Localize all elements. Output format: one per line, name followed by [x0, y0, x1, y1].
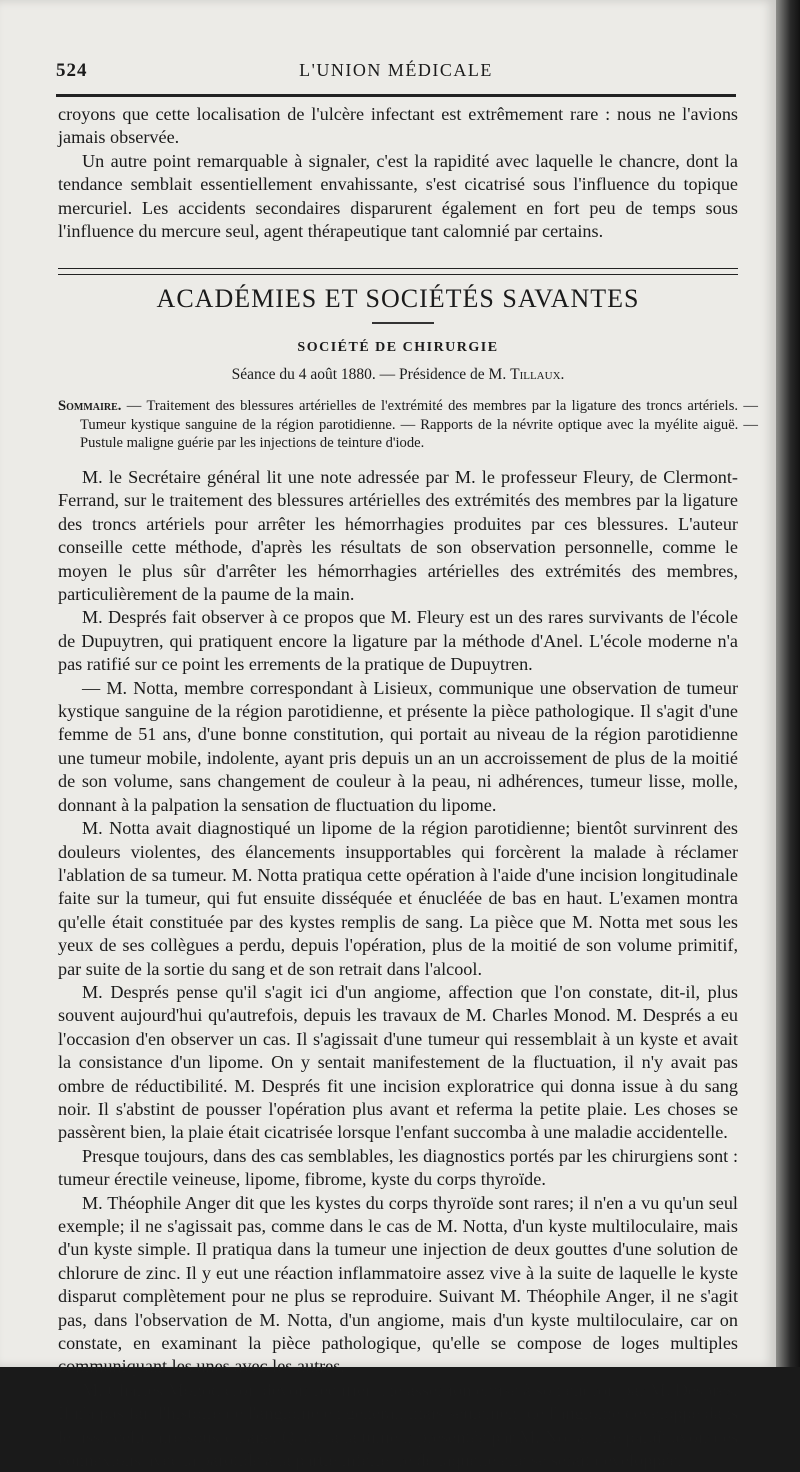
header-rule	[56, 94, 736, 97]
society-heading: SOCIÉTÉ DE CHIRURGIE	[297, 340, 499, 355]
intro-paragraph-2: Un autre point remarquable à signaler, c'est la rapidité avec laquelle le chancre, dont la tendance semblait essentiellement envahissante, s'est cicatrisé sous l'influence du topique mercuriel. Les accidents secondaires disparurent également en fort peu de temps sous l'influence du mercure seul, agent thérapeutique tant calomnié par certains.	[58, 150, 738, 242]
summary-paragraph	[58, 397, 758, 453]
summary-label: Sommaire.	[58, 398, 122, 414]
seance-prefix: Séance du 4 août 1880. — Présidence de M.	[231, 366, 511, 383]
body-paragraph: M. Notta avait diagnostiqué un lipome de la région parotidienne; bientôt survinrent des douleurs violentes, des élancements insupportables qui forcèrent la malade à réclamer l'ablation de sa tumeur. M. Notta pratiqua cette opération à l'aide d'une incision longitudinale faite sur la tumeur, qui fut ensuite disséquée et énucléée de bas en haut. L'examen montra qu'elle était constituée par des kystes remplis de sang. La pièce que M. Notta met sous les yeux de ses collègues a perdu, depuis l'opération, plus de la moitié de son volume primitif, par suite de la sortie du sang et de son retrait dans l'alcool.	[58, 818, 738, 979]
intro-text	[58, 103, 738, 243]
body-paragraph: M. Després fait observer à ce propos que M. Fleury est un des rares survivants de l'école de Dupuytren, qui pratiquent encore la ligature par la méthode d'Anel. L'école moderne n'a pas ratifié sur ce point les errements de la pratique de Dupuytren.	[58, 607, 738, 675]
seance-president: Tillaux	[510, 366, 561, 383]
section-divider	[58, 268, 738, 275]
body-paragraph: M. Charles Monod croit devoir rectifier une assertion émise à son endroit par M. Després. Il n'a pas fait l'histoire de l'angiome en général, mais seulement de l'angiome développé dans le tissu cellulaire sous-cutané. Quant à la tumeur présentée par M. Notta, elle paraît avoir des connexions avec la parotide à la partie inférieure de laquelle elle se serait développée.	[58, 1379, 738, 1471]
body-paragraph: — M. Notta, membre correspondant à Lisieux, communique une observation de tumeur kystique sanguine de la région parotidienne, et présente la pièce pathologique. Il s'agit d'une femme de 51 ans, d'une bonne constitution, qui portait au niveau de la région parotidienne une tumeur mobile, indolente, ayant pris depuis un an un accroissement de plus de la moitié de son volume, sans changement de couleur à la peau, ni adhérences, tumeur lisse, molle, donnant à la palpation la sensation de fluctuation du lipome.	[58, 677, 738, 815]
session-body	[58, 466, 738, 1472]
page-header	[56, 58, 736, 88]
body-paragraph: Presque toujours, dans des cas semblables, les diagnostics portés par les chirurgiens sont : tumeur érectile veineuse, lipome, fibrome, kyste du corps thyroïde.	[58, 1145, 738, 1190]
intro-paragraph-1: croyons que cette localisation de l'ulcère infectant est extrêmement rare : nous ne l'avions jamais observée.	[58, 104, 738, 148]
body-paragraph: M. Théophile Anger dit que les kystes du corps thyroïde sont rares; il n'en a vu qu'un seul exemple; il ne s'agissait pas, comme dans le cas de M. Notta, d'un kyste multiloculaire, mais d'un kyste simple. Il pratiqua dans la tumeur une injection de deux gouttes d'une solution de chlorure de zinc. Il y eut une réaction inflammatoire assez vive à la suite de laquelle le kyste disparut complètement pour ne plus se reproduire. Suivant M. Théophile Anger, il ne s'agit pas, dans l'observation de M. Notta, d'un angiome, mais d'un kyste multiloculaire, car on constate, en examinant la pièce pathologique, qu'elle se compose de loges multiples communiquant les unes avec les autres.	[58, 1192, 738, 1377]
summary-block	[58, 397, 758, 453]
running-title: L'UNION MÉDICALE	[299, 60, 493, 80]
scan-gutter	[776, 0, 800, 1367]
section-title: ACADÉMIES ET SOCIÉTÉS SAVANTES	[156, 284, 640, 313]
body-paragraph: M. Després pense qu'il s'agit ici d'un angiome, affection que l'on constate, dit-il, plus souvent aujourd'hui qu'autrefois, depuis les travaux de M. Charles Monod. M. Després a eu l'occasion d'en observer un cas. Il s'agissait d'une tumeur qui ressemblait à un kyste et avait la consistance d'un lipome. On y sentait manifestement de la fluctuation, il n'y avait pas ombre de réductibilité. M. Després fit une incision exploratrice qui donna issue à du sang noir. Il s'abstint de pousser l'opération plus avant et referma la petite plaie. Les choses se passèrent bien, la plaie était cicatrisée lorsque l'enfant succomba à une maladie accidentelle.	[58, 981, 738, 1143]
page-number: 524	[56, 60, 88, 81]
section-title-underline	[372, 322, 434, 324]
seance-line	[58, 366, 738, 384]
body-paragraph: M. le Secrétaire général lit une note adressée par M. le professeur Fleury, de Clermont-Ferrand, sur le traitement des blessures artérielles des extrémités des membres par la ligature des troncs artériels pour arrêter les hémorrhagies produites par ces blessures. L'auteur conseille cette méthode, d'après les résultats de son observation personnelle, comme le moyen le plus sûr d'arrêter les hémorrhagies artérielles des extrémités des membres, particulièrement de la paume de la main.	[58, 467, 738, 605]
seance-suffix: .	[560, 366, 565, 383]
summary-text: — Traitement des blessures artérielles de l'extrémité des membres par la ligature des troncs artériels. — Tumeur kystique sanguine de la région parotidienne. — Rapports de la névrite optique avec la myélite aiguë. — Pustule maligne guérie par les injections de teinture d'iode.	[80, 398, 758, 452]
